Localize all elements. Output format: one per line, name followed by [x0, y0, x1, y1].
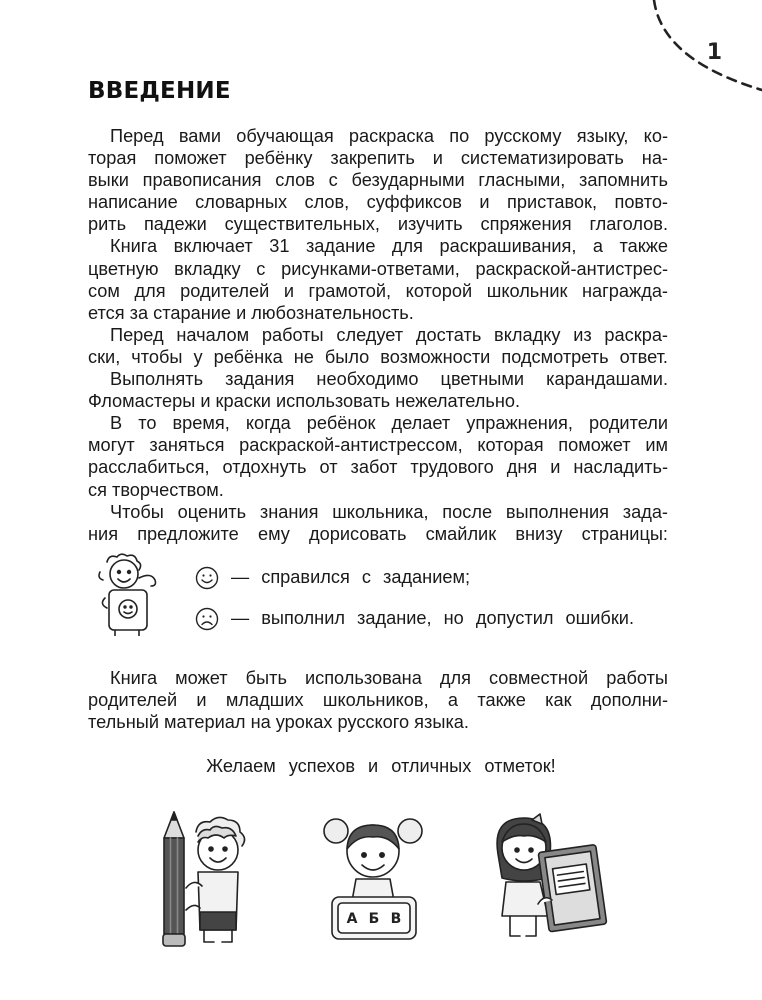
text-line: ся творчеством. — [88, 479, 224, 500]
closing-text — [88, 667, 668, 733]
board-letter-v: В — [390, 911, 402, 927]
legend-row-success — [195, 560, 634, 595]
legend-mistakes-text: — выполнил задание, но допустил ошибки. — [231, 608, 635, 628]
text-line: Перед началом работы следует достать вкладку из раскра- — [110, 324, 668, 345]
text-line: ния предложите ему дорисовать смайлик внизу страницы: — [88, 523, 668, 544]
text-line: В то время, когда ребёнок делает упражнения, родители — [110, 413, 668, 434]
text-line: Чтобы оценить знания школьника, после выполнения зада- — [110, 501, 668, 522]
page-title: ВВЕДЕНИЕ — [88, 78, 231, 104]
text-line: рить падежи существительных, изучить спряжения глаголов. — [88, 214, 668, 235]
text-line: Фломастеры и краски использовать нежелательно. — [88, 391, 521, 412]
girl-with-letter-board-illustration — [318, 805, 428, 945]
smiley-legend — [195, 560, 634, 636]
girl-with-notebook-illustration — [478, 808, 618, 948]
board-letter-a: А — [346, 911, 358, 927]
wish-text: Желаем успехов и отличных отметок! — [206, 756, 556, 776]
legend-success-text: — справился с заданием; — [231, 567, 471, 587]
text-line: выки правописания слов с безударными гласными, запомнить — [88, 170, 668, 191]
intro-text — [88, 125, 668, 545]
boy-with-pencil-illustration — [152, 808, 257, 948]
text-line: Выполнять задания необходимо цветными карандашами. — [110, 369, 668, 390]
board-letter-b: Б — [368, 911, 380, 927]
text-line: написание словарных слов, суффиксов и приставок, повто- — [88, 192, 668, 213]
legend-row-mistakes — [195, 601, 634, 636]
text-line: цветную вкладку с рисунками-ответами, раскраской-антистрес- — [88, 258, 668, 279]
text-line: Перед вами обучающая раскраска по русскому языку, ко- — [110, 126, 668, 146]
text-line: Книга включает 31 задание для раскрашивания, а также — [110, 236, 668, 257]
text-line: сом для родителей и грамотой, которой школьник награжда- — [88, 280, 668, 301]
text-line: могут заняться раскраской-антистрессом, которая поможет им — [88, 435, 668, 456]
text-line: Книга может быть использована для совместной работы — [110, 668, 668, 688]
text-line: ется за старание и любознательность. — [88, 302, 414, 323]
text-line: ски, чтобы у ребёнка не было возможности подсмотреть ответ. — [88, 346, 668, 367]
sad-face-icon — [195, 607, 219, 631]
text-line: торая поможет ребёнку закрепить и систематизировать на- — [88, 148, 668, 169]
page-number: 1 — [706, 40, 722, 65]
text-line: расслабиться, отдохнуть от забот трудового дня и насладить- — [88, 457, 668, 478]
text-line: тельный материал на уроках русского языка. — [88, 712, 469, 733]
text-line: родителей и младших школьников, а также как дополни- — [88, 690, 668, 711]
smile-face-icon — [195, 566, 219, 590]
boy-with-smiley-illustration — [95, 552, 165, 636]
